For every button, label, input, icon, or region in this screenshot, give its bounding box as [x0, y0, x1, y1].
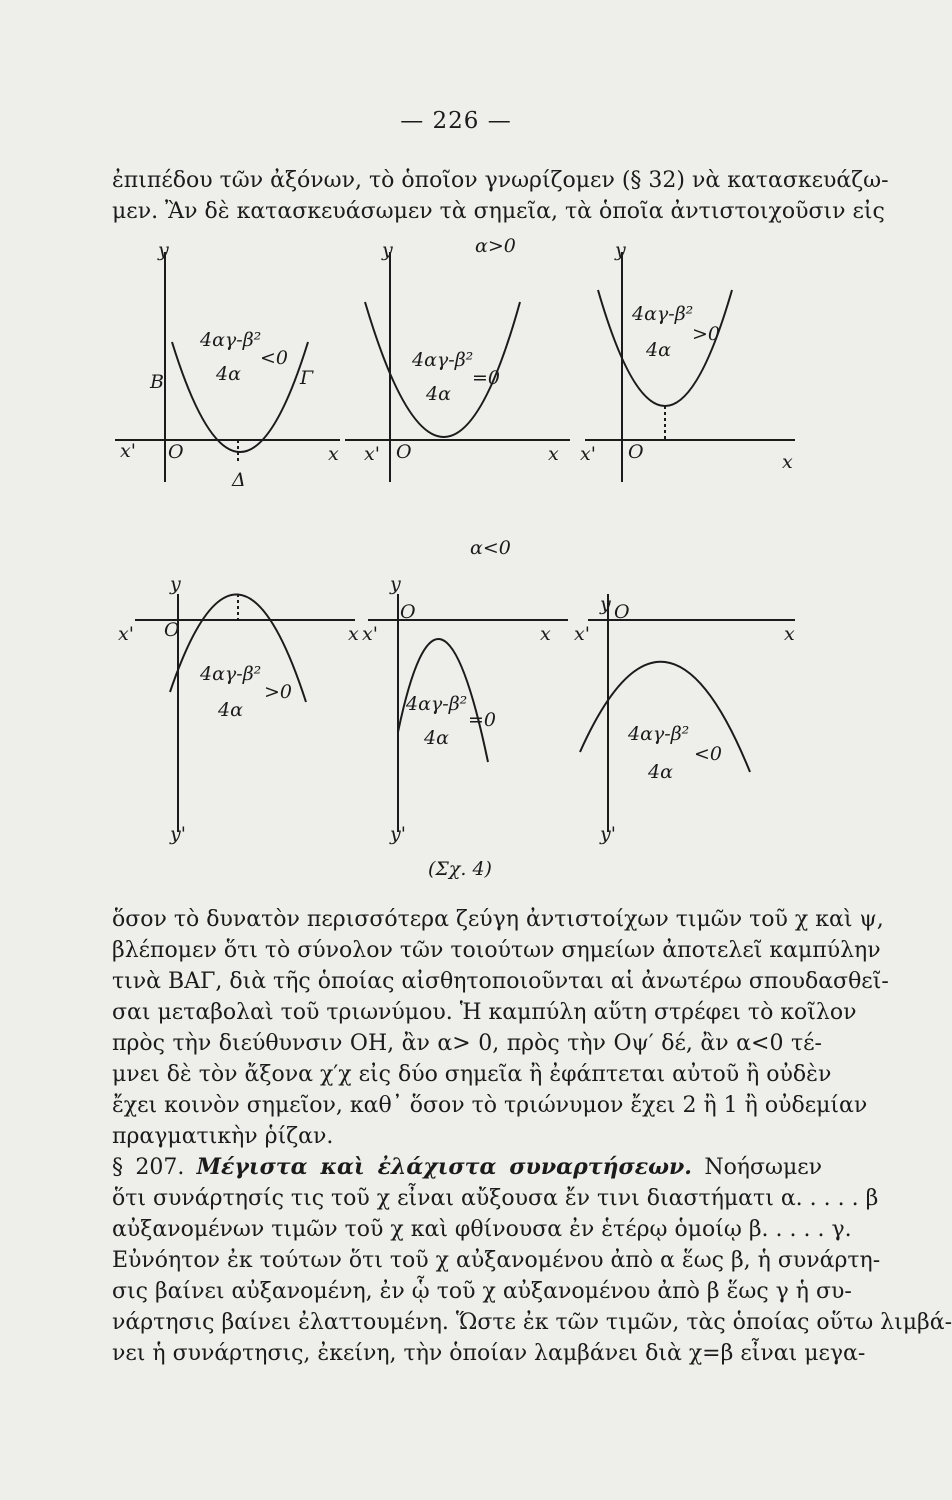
text-line: Εὐνόητον ἐκ τούτων ὅτι τοῦ χ αὐξανομένου ἀπὸ α ἕως β, ἡ συνάρτη- [112, 1248, 881, 1273]
expr-den: 4α [424, 727, 449, 749]
axis-y-label: y [390, 573, 401, 595]
parabola-neg-no-root [580, 662, 750, 772]
text-line: μνει δὲ τὸν ἄξονα χ′χ εἰς δύο σημεῖα ἢ ἐφάπτεται αὐτοῦ ἢ οὐδὲν [112, 1062, 832, 1087]
text-line: ὅσον τὸ δυνατὸν περισσότερα ζεύγη ἀντιστοίχων τιμῶν τοῦ χ καὶ ψ, [112, 907, 884, 932]
axis-y-neg-label: y' [390, 823, 406, 845]
expr-num: 4αγ-β² [412, 349, 474, 371]
origin-label: O [396, 441, 412, 463]
parabola-figure [100, 232, 812, 852]
section-title: Μέγιστα καὶ ἐλάχιστα συναρτήσεων. [196, 1154, 692, 1180]
origin-label: O [168, 441, 184, 463]
expr-num: 4αγ-β² [406, 693, 468, 715]
expr-den: 4α [216, 363, 241, 385]
expr-den: 4α [218, 699, 243, 721]
text-line: ἐπιπέδου τῶν ἀξόνων, τὸ ὁποῖον γνωρίζομεν (§ 32) νὰ κατασκευάζω- [112, 168, 889, 193]
body-paragraph [112, 904, 952, 1369]
point-b-label: B [150, 371, 164, 393]
axis-x-neg-label: x' [574, 623, 590, 645]
text-line: μεν. Ἂν δὲ κατασκευάσωμεν τὰ σημεῖα, τὰ ὁποῖα ἀντιστοιχοῦσιν εἰς [112, 199, 885, 224]
expr-den: 4α [426, 383, 451, 405]
section-continuation: Νοήσωμεν [704, 1155, 823, 1180]
text-line: νει ἡ συνάρτησις, ἐκείνη, τὴν ὁποίαν λαμβάνει διὰ χ=β εἶναι μεγα- [112, 1341, 866, 1366]
axis-x-neg-label: x' [364, 443, 380, 465]
axis-x-neg-label: x' [118, 623, 134, 645]
text-line: πραγματικὴν ῥίζαν. [112, 1124, 334, 1149]
text-line: ὅτι συνάρτησίς τις τοῦ χ εἶναι αὔξουσα ἔν τινι διαστήματι α. . . . . β [112, 1186, 879, 1211]
expr-num: 4αγ-β² [632, 303, 694, 325]
axis-x-label: x [328, 443, 339, 465]
top-paragraph [112, 165, 889, 227]
text-line: τινὰ ΒΑΓ, διὰ τῆς ὁποίας αἰσθητοποιοῦνται αἱ ἀνωτέρω σπουδασθεῖ- [112, 969, 889, 994]
axis-y-label: y [615, 239, 626, 261]
axis-x-label: x [540, 623, 551, 645]
rel-gt0: >0 [264, 681, 293, 703]
page-number: — 226 — [400, 108, 512, 134]
axis-y-neg-label: y' [170, 823, 186, 845]
axis-y-neg-label: y' [600, 823, 616, 845]
text-line: σαι μεταβολαὶ τοῦ τριωνύμου. Ἡ καμπύλη αὕτη στρέφει τὸ κοῖλον [112, 1000, 857, 1025]
axis-x-label: x [782, 451, 793, 473]
rel-lt0: <0 [260, 347, 289, 369]
section-heading-line [112, 1152, 822, 1183]
point-d-label: Δ [232, 469, 246, 491]
axis-x-neg-label: x' [580, 443, 596, 465]
point-g-label: Γ [300, 367, 314, 389]
origin-label: O [628, 441, 644, 463]
expr-den: 4α [648, 761, 673, 783]
axis-y-label: y [600, 593, 611, 615]
axis-y-label: y [170, 573, 181, 595]
text-line: ἔχει κοινὸν σημεῖον, καθ᾽ ὅσον τὸ τριώνυμον ἔχει 2 ἢ 1 ἢ οὐδεμίαν [112, 1093, 868, 1118]
section-number: § 207. [112, 1155, 185, 1180]
text-line: βλέπομεν ὅτι τὸ σύνολον τῶν τοιούτων σημείων ἀποτελεῖ καμπύλην [112, 938, 881, 963]
axis-x-label: x [784, 623, 795, 645]
text-line: νάρτησις βαίνει ἐλαττουμένη. Ὥστε ἐκ τῶν τιμῶν, τὰς ὁποίας οὕτω λιμβά- [112, 1310, 952, 1335]
axis-y-label: y [158, 239, 169, 261]
expr-den: 4α [646, 339, 671, 361]
label-a-pos: α>0 [475, 235, 516, 257]
axis-x-neg-label: x' [120, 440, 136, 462]
origin-label: O [400, 601, 416, 623]
expr-num: 4αγ-β² [200, 663, 262, 685]
axis-x-label: x [348, 623, 359, 645]
rel-eq0: =0 [468, 709, 497, 731]
text-line: αὐξανομένων τιμῶν τοῦ χ καὶ φθίνουσα ἐν ἑτέρῳ ὁμοίῳ β. . . . . γ. [112, 1217, 852, 1242]
label-a-neg: α<0 [470, 537, 511, 559]
origin-label: O [614, 601, 630, 623]
text-line: σις βαίνει αὐξανομένη, ἐν ᾧ τοῦ χ αὐξανομένου ἀπὸ β ἕως γ ἡ συ- [112, 1279, 852, 1304]
rel-lt0: <0 [694, 743, 723, 765]
origin-label: O [164, 619, 180, 641]
rel-eq0: =0 [472, 367, 501, 389]
text-line: πρὸς τὴν διεύθυνσιν ΟΗ, ἂν α> 0, πρὸς τὴν Οψ′ δέ, ἂν α<0 τέ- [112, 1031, 822, 1056]
axis-x-neg-label: x' [362, 623, 378, 645]
axis-y-label: y [382, 239, 393, 261]
expr-num: 4αγ-β² [200, 329, 262, 351]
axis-x-label: x [548, 443, 559, 465]
figure-caption: (Σχ. 4) [428, 858, 492, 880]
rel-gt0: >0 [692, 323, 721, 345]
expr-num: 4αγ-β² [628, 723, 690, 745]
